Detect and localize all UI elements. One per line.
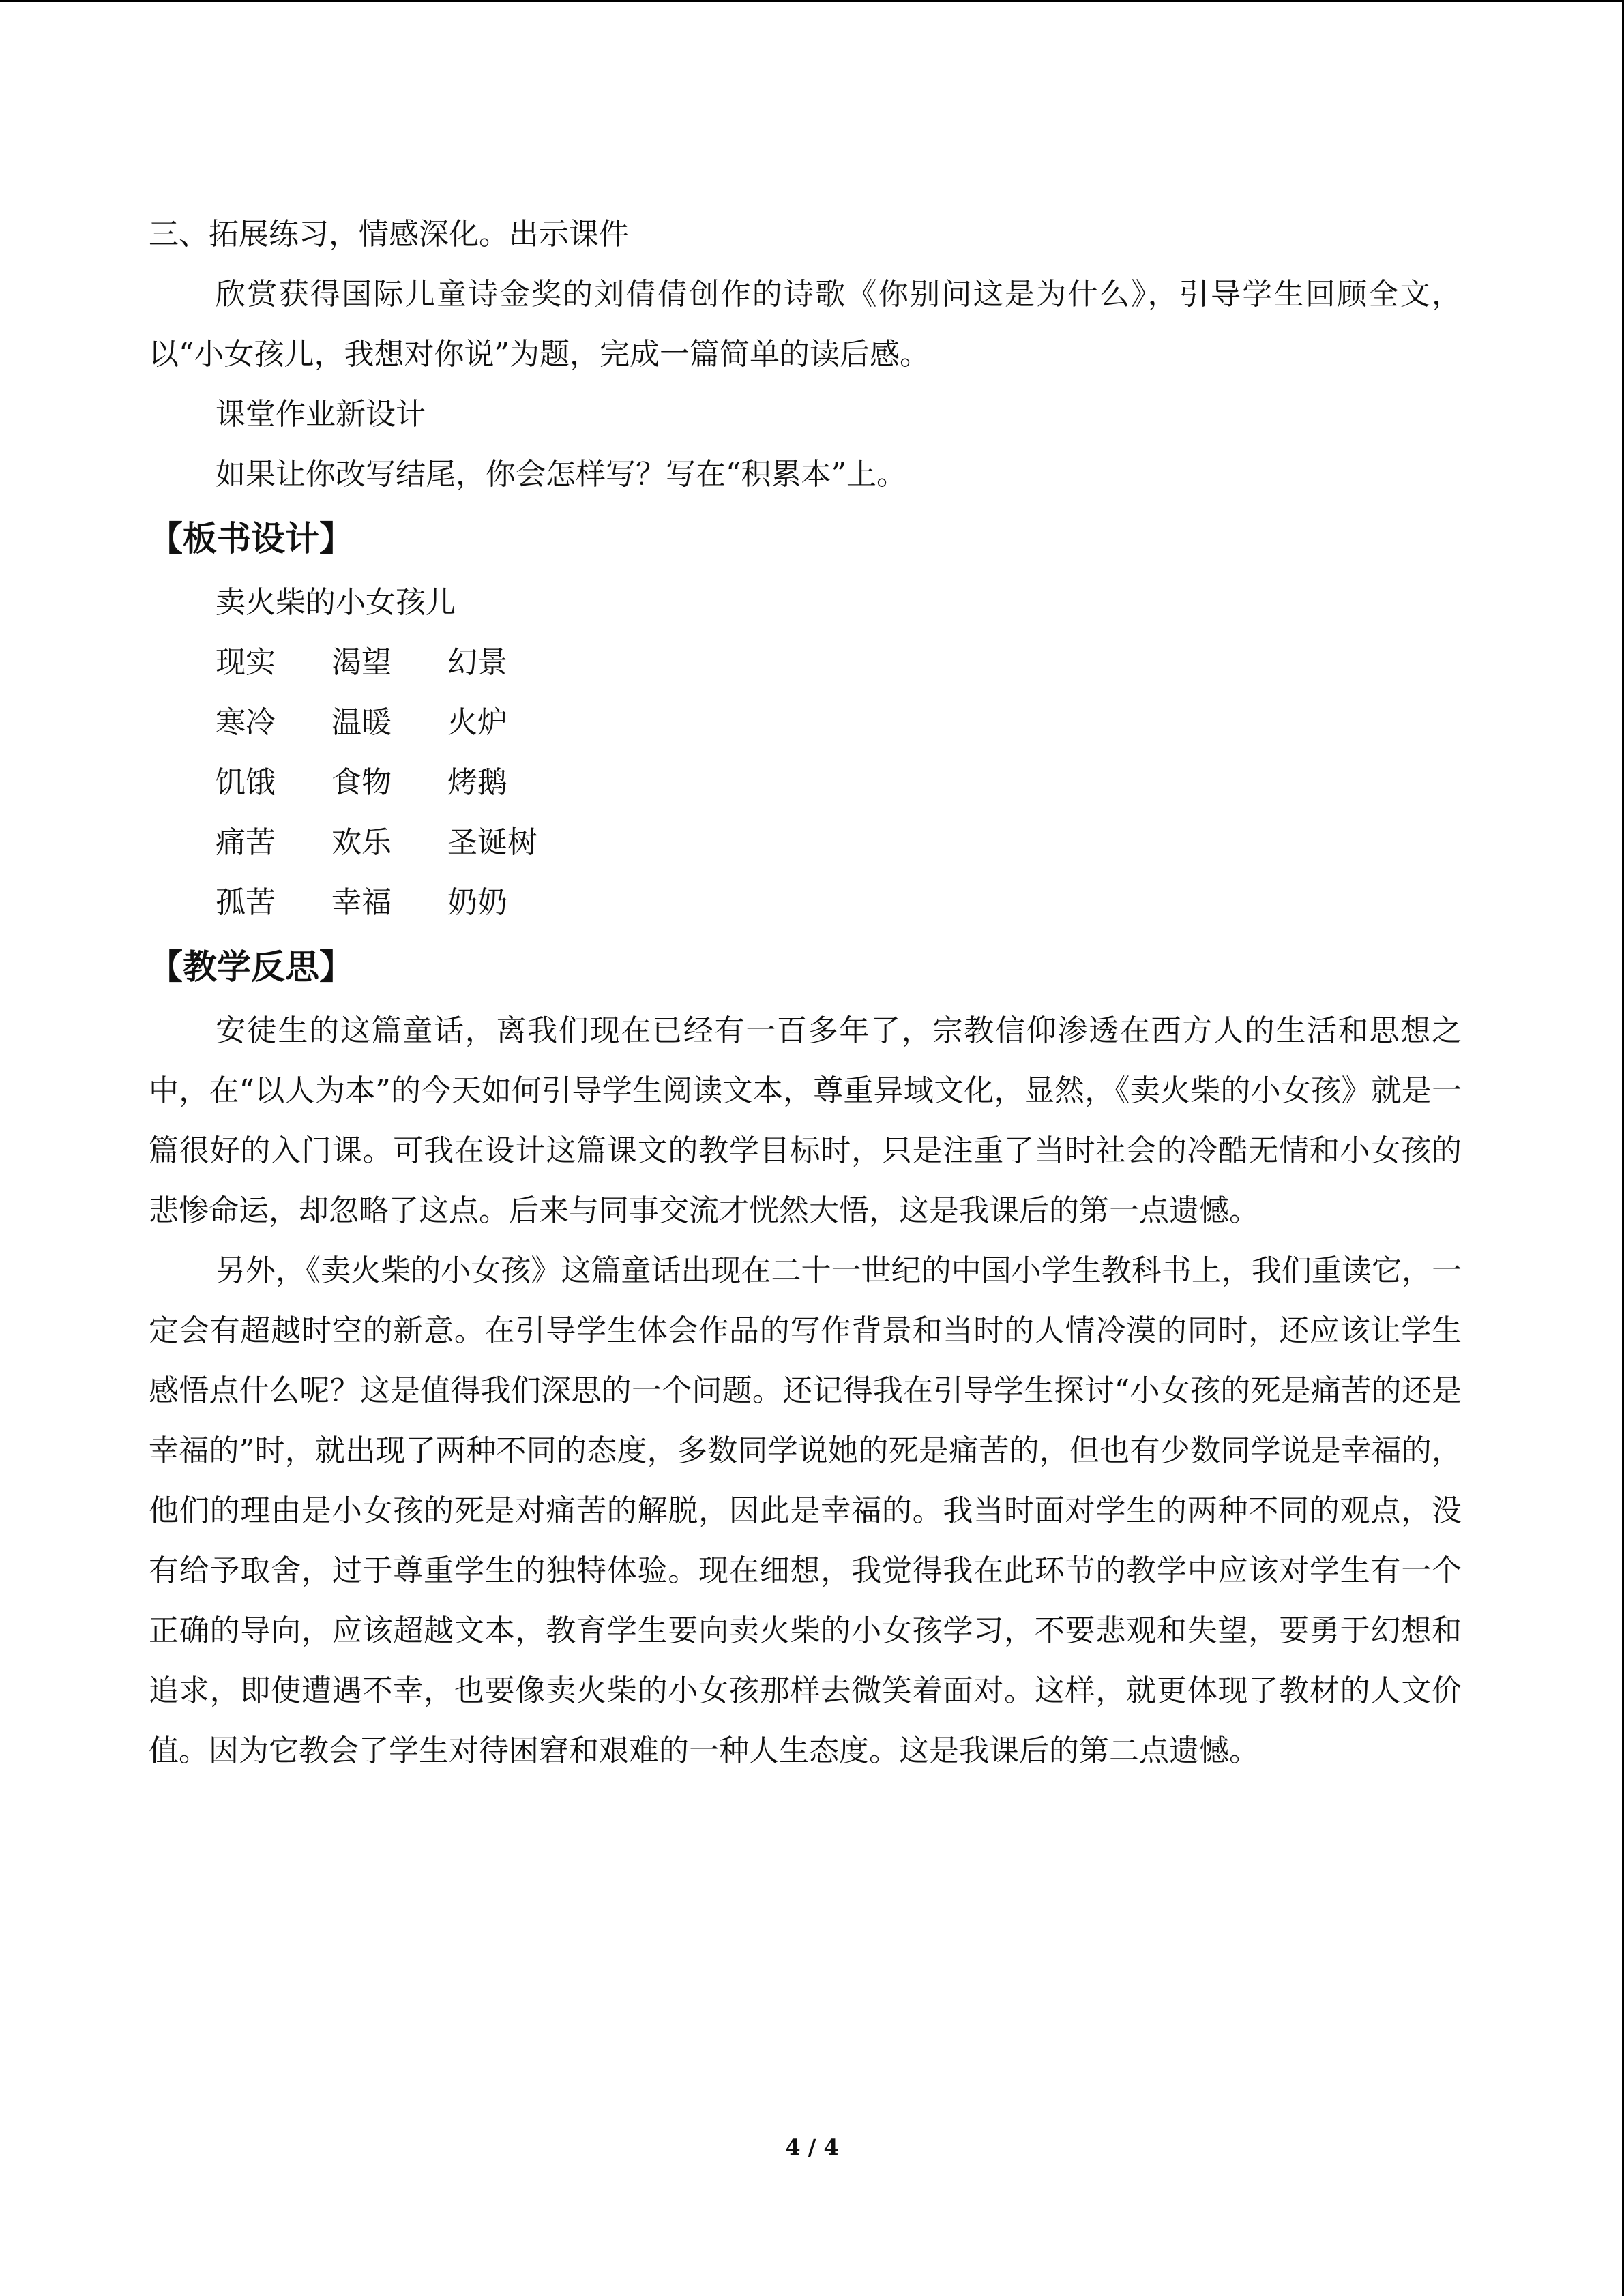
section-3-title: 三、拓展练习，情感深化。出示课件 xyxy=(149,217,629,252)
board-cell: 渴望 xyxy=(331,645,392,680)
board-cell: 幸福 xyxy=(331,885,392,920)
page-border-top xyxy=(0,0,1624,2)
document-body xyxy=(149,205,1462,1781)
page-number: 4 / 4 xyxy=(785,2134,839,2160)
section-3-paragraph: 欣赏获得国际儿童诗金奖的刘倩倩创作的诗歌《你别问这是为什么》，引导学生回顾全文，以“小女孩儿，我想对你说”为题，完成一篇简单的读后感。 xyxy=(149,277,1462,372)
board-cell: 圣诞树 xyxy=(447,825,537,860)
reflection-heading: 【教学反思】 xyxy=(149,947,353,987)
board-cell: 痛苦 xyxy=(216,825,276,860)
board-title xyxy=(216,573,1462,633)
board-cell: 幻景 xyxy=(447,645,507,680)
board-design xyxy=(149,573,1462,933)
board-cell: 现实 xyxy=(216,645,276,680)
board-title-text: 卖火柴的小女孩儿 xyxy=(216,585,456,620)
board-cell: 欢乐 xyxy=(331,825,392,860)
board-cell: 孤苦 xyxy=(216,885,276,920)
homework-title: 课堂作业新设计 xyxy=(216,397,426,432)
reflection-paragraph-1: 安徒生的这篇童话，离我们现在已经有一百多年了，宗教信仰渗透在西方人的生活和思想之中，在“以人为本”的今天如何引导学生阅读文本，尊重异域文化，显然，《卖火柴的小女孩》就是一篇很好的入门课。可我在设计这篇课文的教学目标时，只是注重了当时社会的冷酷无情和小女孩的悲惨命运，却忽略了这点。后来与同事交流才恍然大悟，这是我课后的第一点遗憾。 xyxy=(149,1013,1462,1228)
board-row xyxy=(216,633,1462,693)
board-cell: 奶奶 xyxy=(447,885,507,920)
board-cell: 火炉 xyxy=(447,705,507,740)
board-row xyxy=(216,753,1462,813)
board-row xyxy=(216,873,1462,933)
board-cell: 温暖 xyxy=(331,705,392,740)
board-row xyxy=(216,693,1462,753)
board-cell: 寒冷 xyxy=(216,705,276,740)
board-design-heading: 【板书设计】 xyxy=(149,519,353,558)
board-cell: 食物 xyxy=(331,765,392,800)
board-row xyxy=(216,813,1462,873)
reflection-paragraph-2: 另外，《卖火柴的小女孩》这篇童话出现在二十一世纪的中国小学生教科书上，我们重读它，一定会有超越时空的新意。在引导学生体会作品的写作背景和当时的人情冷漠的同时，还应该让学生感悟点什么呢？这是值得我们深思的一个问题。还记得我在引导学生探讨“小女孩的死是痛苦的还是幸福的”时，就出现了两种不同的态度，多数同学说她的死是痛苦的，但也有少数同学说是幸福的，他们的理由是小女孩的死是对痛苦的解脱，因此是幸福的。我当时面对学生的两种不同的观点，没有给予取舍，过于尊重学生的独特体验。现在细想，我觉得我在此环节的教学中应该对学生有一个正确的导向，应该超越文本，教育学生要向卖火柴的小女孩学习，不要悲观和失望，要勇于幻想和追求，即使遭遇不幸，也要像卖火柴的小女孩那样去微笑着面对。这样，就更体现了教材的人文价值。因为它教会了学生对待困窘和艰难的一种人生态度。这是我课后的第二点遗憾。 xyxy=(149,1253,1462,1768)
homework-text: 如果让你改写结尾，你会怎样写？写在“积累本”上。 xyxy=(216,457,906,492)
board-cell: 饥饿 xyxy=(216,765,276,800)
board-cell: 烤鹅 xyxy=(447,765,507,800)
